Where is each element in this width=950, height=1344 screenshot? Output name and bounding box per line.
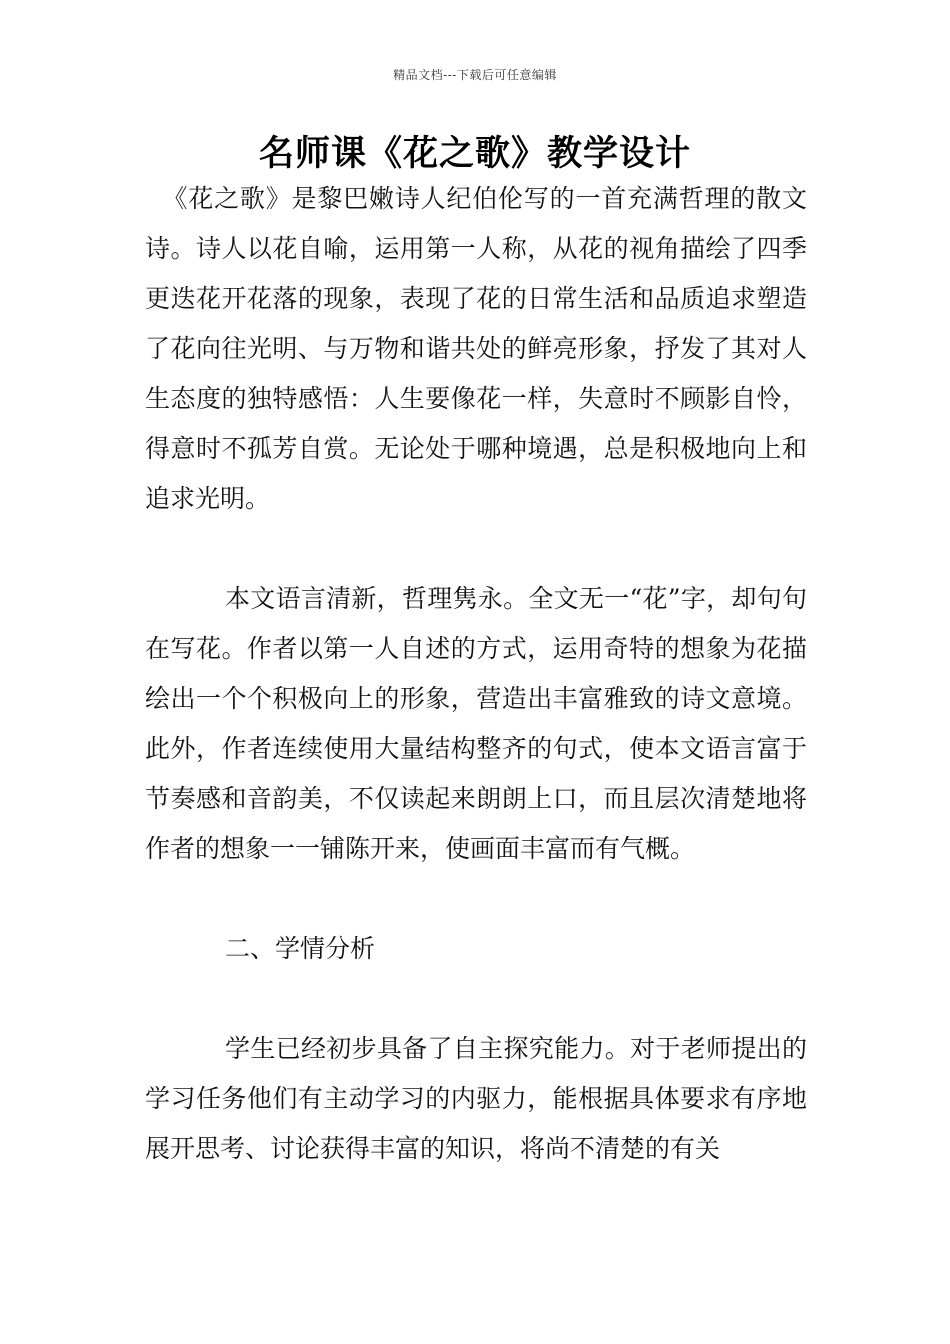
- document-title: 名师课《花之歌》教学设计: [258, 134, 691, 174]
- paragraph-introduction: 《花之歌》是黎巴嫩诗人纪伯伦写的一首充满哲理的散文诗。诗人以花自喻，运用第一人称，从花的视角描绘了四季更迭花开花落的现象，表现了花的日常生活和品质追求塑造了花向往光明、与万物和谐共处的鲜亮形象，抒发了其对人生态度的独特感悟：人生要像花一样，失意时不顾影自怜，得意时不孤芳自赏。无论处于哪种境遇，总是积极地向上和追求光明。: [145, 184, 807, 513]
- page-header: 精品文档---下载后可任意编辑: [393, 68, 557, 82]
- paragraph-language-features: 本文语言清新，哲理隽永。全文无一“花”字，却句句在写花。作者以第一人自述的方式，运用奇特的想象为花描绘出一个个积极向上的形象，营造出丰富雅致的诗文意境。此外，作者连续使用大量结构整齐的句式，使本文语言富于节奏感和音韵美，不仅读起来朗朗上口，而且层次清楚地将作者的想象一一铺陈开来，使画面丰富而有气概。: [145, 584, 807, 863]
- document-body: [145, 174, 807, 1174]
- paragraph-learning-analysis: 学生已经初步具备了自主探究能力。对于老师提出的学习任务他们有主动学习的内驱力，能根据具体要求有序地展开思考、讨论获得丰富的知识，将尚不清楚的有关: [145, 1034, 807, 1163]
- section-heading-learning-analysis: 二、学情分析: [225, 934, 376, 963]
